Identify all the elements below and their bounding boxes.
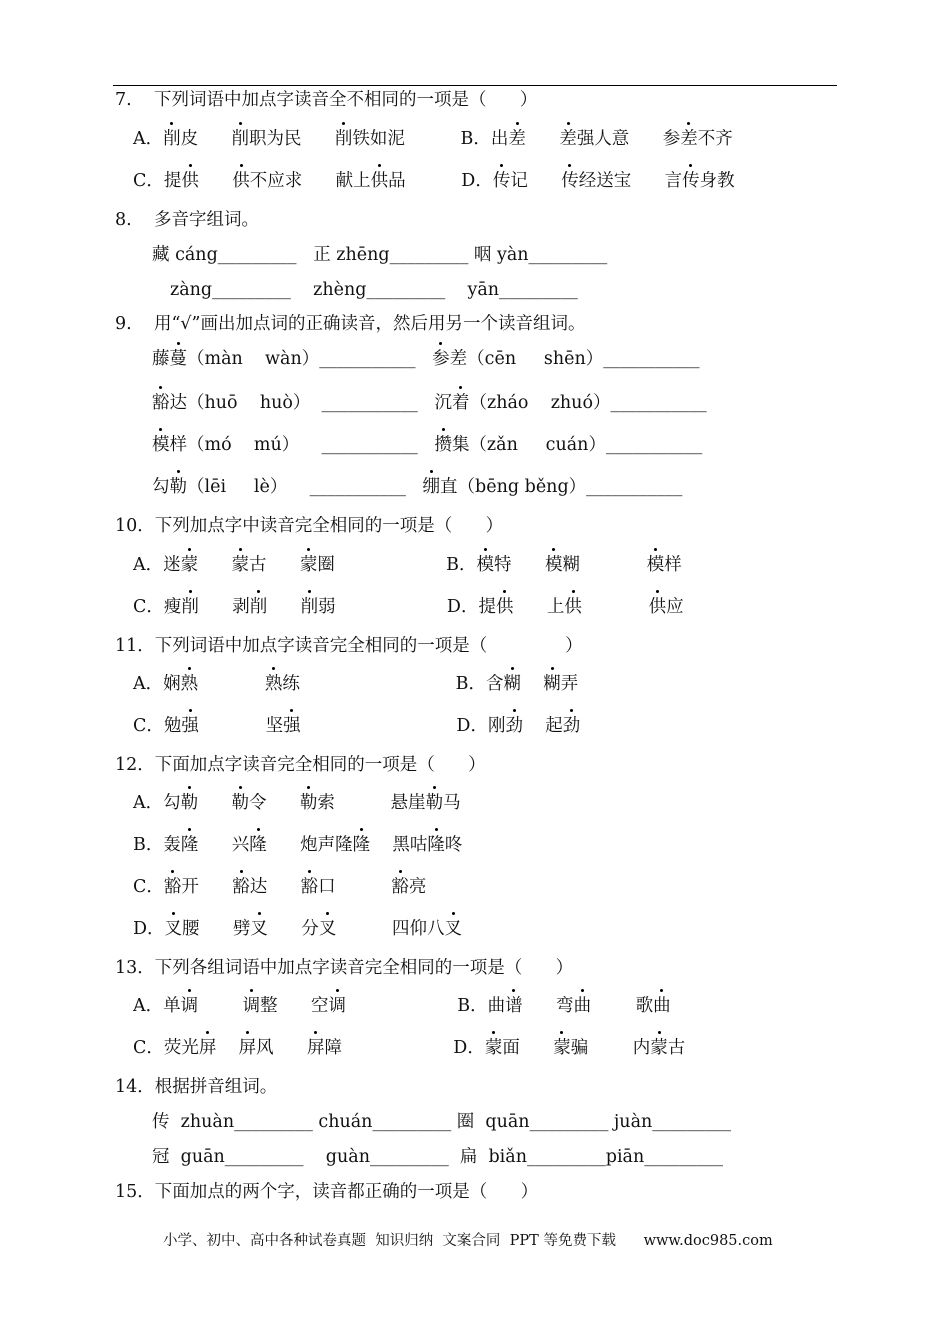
- text-run: 剥: [198, 597, 250, 617]
- text-run: 风: [256, 1038, 308, 1058]
- text-run: B．轰: [133, 835, 181, 855]
- q12-option-c: [133, 876, 426, 898]
- text-run: C．: [133, 877, 164, 897]
- text-run: 整 空: [260, 996, 329, 1016]
- text-run: 马: [443, 793, 461, 813]
- text-run: 9. 用“√”画出加点词的正确读音，然后用另一个读音组词。: [115, 314, 586, 334]
- emphasized-char: 豁: [300, 877, 319, 897]
- text-run: 样（mó mú） ___________: [169, 435, 435, 455]
- q13-options-ab: [133, 995, 671, 1017]
- text-run: 弱 D．提: [318, 597, 496, 617]
- text-run: 腰 劈: [182, 919, 251, 939]
- text-run: A．单: [133, 996, 181, 1016]
- text-run: 咚: [444, 835, 463, 855]
- q13-stem: [115, 957, 573, 979]
- q10-stem: [115, 515, 503, 537]
- text-run: 铁如泥 B．出: [352, 129, 509, 149]
- emphasized-char: 参: [432, 349, 450, 369]
- emphasized-char: 屏: [238, 1038, 257, 1058]
- text-run: 11．下列词语中加点字读音完全相同的一项是（ ）: [115, 636, 583, 656]
- emphasized-char: 勒: [231, 793, 250, 813]
- emphasized-char: 模: [476, 555, 495, 575]
- emphasized-char: 勒: [169, 477, 187, 497]
- text-run: A．娴: [133, 674, 181, 694]
- emphasized-char: 供: [232, 171, 250, 191]
- text-run: 索 悬崖: [317, 793, 426, 813]
- emphasized-char: 削: [181, 597, 199, 617]
- emphasized-char: 供: [370, 171, 389, 191]
- emphasized-char: 传: [682, 171, 700, 191]
- text-run: 冠 guān_________ guàn_________ 扁 biǎn_________piān_________: [152, 1147, 723, 1167]
- text-run: 糊: [562, 555, 647, 575]
- emphasized-char: 模: [544, 555, 563, 575]
- text-run: 弯: [522, 996, 574, 1016]
- text-run: [526, 129, 559, 149]
- emphasized-char: 豁: [152, 393, 170, 413]
- emphasized-char: 糊: [543, 674, 561, 694]
- text-run: 15．下面加点的两个字，读音都正确的一项是（ ）: [115, 1182, 539, 1202]
- text-run: 差（cēn shēn）___________: [449, 349, 700, 369]
- text-run: 职为民: [249, 129, 335, 149]
- q14-row2: [152, 1146, 723, 1168]
- emphasized-char: 隆: [427, 835, 445, 855]
- text-run: 上: [513, 597, 565, 617]
- emphasized-char: 曲: [573, 996, 592, 1016]
- text-run: 分: [267, 919, 319, 939]
- text-run: 不应求 献上: [249, 171, 371, 191]
- text-run: 兴: [198, 835, 250, 855]
- emphasized-char: 供: [181, 171, 199, 191]
- emphasized-char: 勒: [299, 793, 318, 813]
- text-run: 起: [522, 716, 563, 736]
- text-run: 开: [181, 877, 233, 897]
- text-run: [521, 674, 543, 694]
- q9-row3: [152, 434, 702, 456]
- text-run: 障 D．: [324, 1038, 485, 1058]
- emphasized-char: 蒙: [299, 555, 318, 575]
- text-run: 品 D．: [388, 171, 493, 191]
- emphasized-char: 隆: [180, 835, 199, 855]
- emphasized-char: 劲: [562, 716, 581, 736]
- q11-options-cd: [133, 715, 580, 737]
- emphasized-char: 攒: [434, 435, 452, 455]
- text-run: 传 zhuàn_________ chuán_________ 圈 quān_________ juàn_________: [152, 1112, 732, 1132]
- q11-stem: [115, 635, 583, 657]
- emphasized-char: 隆: [352, 835, 371, 855]
- text-run: 8. 多音字组词。: [115, 210, 259, 230]
- text-run: 身教: [699, 171, 735, 191]
- text-run: 坚: [198, 716, 284, 736]
- q9-stem: [115, 313, 586, 335]
- text-run: 样: [664, 555, 682, 575]
- text-run: 面: [502, 1038, 554, 1058]
- emphasized-char: 熟: [180, 674, 199, 694]
- emphasized-char: 供: [495, 597, 514, 617]
- text-run: 练 B．含: [282, 674, 504, 694]
- text-run: [198, 674, 265, 694]
- q9-row2: [152, 392, 707, 414]
- text-run: 令: [249, 793, 300, 813]
- text-run: C．瘦: [133, 597, 182, 617]
- q12-option-d: [133, 918, 462, 940]
- q7-options-ab: [133, 128, 733, 150]
- header-rule: [113, 85, 837, 86]
- text-run: D．: [133, 919, 165, 939]
- text-run: 四仰八: [336, 919, 445, 939]
- emphasized-char: 蒙: [180, 555, 199, 575]
- text-run: 应: [666, 597, 684, 617]
- text-run: 炮声隆: [266, 835, 353, 855]
- text-run: [216, 1038, 238, 1058]
- emphasized-char: 屏: [198, 1038, 217, 1058]
- text-run: zàng_________ zhèng_________ yān_________: [170, 280, 578, 300]
- text-run: 达: [249, 877, 301, 897]
- text-run: 不齐: [697, 129, 733, 149]
- text-run: 特: [494, 555, 545, 575]
- text-run: （zháo zhuó）___________: [469, 393, 707, 413]
- emphasized-char: 曲: [653, 996, 671, 1016]
- q7-stem: [115, 89, 537, 111]
- text-run: 皮: [180, 129, 232, 149]
- emphasized-char: 供: [564, 597, 582, 617]
- text-run: 勾: [152, 477, 170, 497]
- q13-options-cd: [133, 1037, 685, 1059]
- text-run: 记: [510, 171, 562, 191]
- q11-options-ab: [133, 673, 578, 695]
- text-run: [198, 996, 243, 1016]
- text-run: 直（bēng běng）___________: [440, 477, 683, 497]
- text-run: 14．根据拼音组词。: [115, 1077, 278, 1097]
- text-run: 亮: [408, 877, 427, 897]
- emphasized-char: 叉: [444, 919, 462, 939]
- emphasized-char: 差: [508, 129, 526, 149]
- emphasized-char: 豁: [232, 877, 250, 897]
- text-run: 藏 cáng_________ 正 zhēng_________ 咽 yàn_________: [152, 245, 608, 265]
- text-run: 10．下列加点字中读音完全相同的一项是（ ）: [115, 516, 504, 536]
- emphasized-char: 差: [559, 129, 577, 149]
- text-run: [198, 555, 231, 575]
- emphasized-char: 着: [451, 393, 470, 413]
- emphasized-char: 豁: [391, 877, 409, 897]
- emphasized-char: 削: [300, 597, 319, 617]
- text-run: [199, 171, 232, 191]
- emphasized-char: 豁: [163, 877, 182, 897]
- text-run: 12．下面加点字读音完全相同的一项是（ ）: [115, 755, 486, 775]
- emphasized-char: 勒: [425, 793, 444, 813]
- q14-stem: [115, 1076, 277, 1098]
- emphasized-char: 调: [242, 996, 261, 1016]
- text-run: [198, 793, 231, 813]
- text-run: 歌: [591, 996, 654, 1016]
- text-run: A．: [133, 129, 164, 149]
- emphasized-char: 调: [180, 996, 199, 1016]
- emphasized-char: 叉: [318, 919, 337, 939]
- text-run: 藤: [152, 349, 170, 369]
- emphasized-char: 蒙: [650, 1038, 668, 1058]
- emphasized-char: 蒙: [231, 555, 250, 575]
- emphasized-char: 叉: [164, 919, 183, 939]
- q8-stem: [115, 209, 259, 231]
- text-run: C．勉: [133, 716, 182, 736]
- emphasized-char: 供: [648, 597, 667, 617]
- text-run: A．迷: [133, 555, 181, 575]
- q12-option-b: [133, 834, 462, 856]
- emphasized-char: 蔓: [169, 349, 187, 369]
- text-run: [582, 597, 649, 617]
- q7-options-cd: [133, 170, 735, 192]
- text-run: 经送宝 言: [578, 171, 683, 191]
- emphasized-char: 劲: [505, 716, 523, 736]
- emphasized-char: 强: [181, 716, 199, 736]
- text-run: 弄: [560, 674, 579, 694]
- emphasized-char: 强: [283, 716, 301, 736]
- q12-stem: [115, 754, 486, 776]
- footer-ad-text: 小学、初中、高中各种试卷真题 知识归纳 文案合同 PPT 等免费下载 www.doc985.com: [163, 1233, 773, 1249]
- text-run: 7. 下列词语中加点字读音全不相同的一项是（ ）: [115, 90, 538, 110]
- q10-options-cd: [133, 596, 684, 618]
- text-run: 口: [318, 877, 392, 897]
- emphasized-char: 调: [328, 996, 347, 1016]
- text-run: 强人意 参: [576, 129, 681, 149]
- text-run: D．刚: [300, 716, 506, 736]
- text-run: （màn wàn）___________: [187, 349, 433, 369]
- text-run: 集（zǎn cuán）___________: [451, 435, 703, 455]
- text-run: B．曲: [346, 996, 506, 1016]
- text-run: 黑咕: [370, 835, 428, 855]
- emphasized-char: 熟: [264, 674, 283, 694]
- emphasized-char: 谱: [505, 996, 523, 1016]
- text-run: A．勾: [133, 793, 181, 813]
- emphasized-char: 削: [163, 129, 181, 149]
- emphasized-char: 勒: [180, 793, 199, 813]
- text-run: 圈 B．: [317, 555, 477, 575]
- q9-row4: [152, 476, 682, 498]
- q8-row2: [170, 279, 578, 301]
- text-run: [267, 597, 300, 617]
- text-run: （lēi lè） ___________: [187, 477, 423, 497]
- emphasized-char: 叉: [250, 919, 268, 939]
- emphasized-char: 削: [231, 129, 250, 149]
- q8-row1: [152, 244, 607, 266]
- text-run: 达（huō huò） ___________ 沉: [169, 393, 452, 413]
- emphasized-char: 传: [492, 171, 511, 191]
- emphasized-char: 糊: [503, 674, 522, 694]
- text-run: C．荧光: [133, 1038, 199, 1058]
- emphasized-char: 模: [152, 435, 170, 455]
- text-run: 13．下列各组词语中加点字读音完全相同的一项是（ ）: [115, 958, 574, 978]
- emphasized-char: 绷: [422, 477, 441, 497]
- text-run: 骗 内: [570, 1038, 651, 1058]
- q10-options-ab: [133, 554, 682, 576]
- emphasized-char: 屏: [307, 1038, 325, 1058]
- q14-row1: [152, 1111, 731, 1133]
- emphasized-char: 削: [249, 597, 268, 617]
- q9-row1: [152, 348, 700, 370]
- emphasized-char: 传: [561, 171, 579, 191]
- q15-stem: [115, 1181, 538, 1203]
- emphasized-char: 模: [646, 555, 665, 575]
- text-run: C．提: [133, 171, 182, 191]
- q12-option-a: [133, 792, 461, 814]
- emphasized-char: 差: [680, 129, 698, 149]
- emphasized-char: 削: [334, 129, 353, 149]
- emphasized-char: 蒙: [553, 1038, 571, 1058]
- text-run: 古: [249, 555, 300, 575]
- emphasized-char: 蒙: [484, 1038, 503, 1058]
- emphasized-char: 隆: [249, 835, 267, 855]
- text-run: 古: [667, 1038, 686, 1058]
